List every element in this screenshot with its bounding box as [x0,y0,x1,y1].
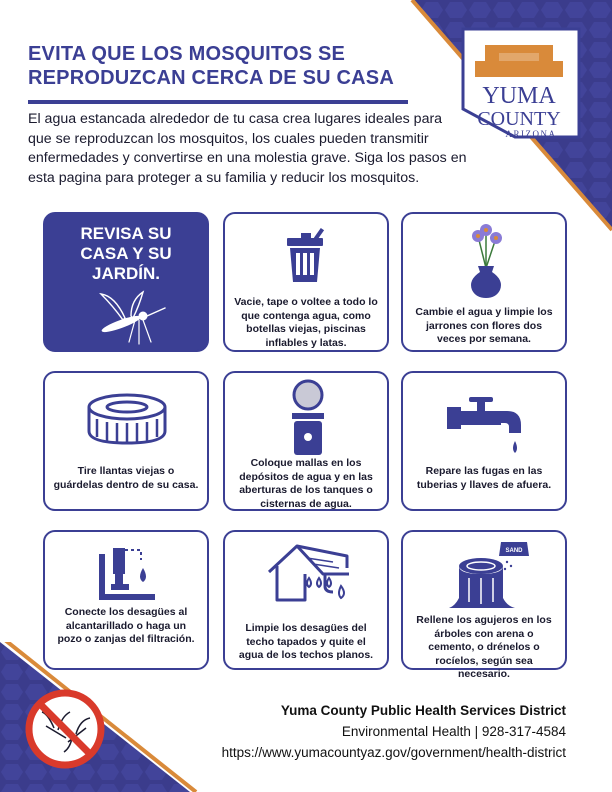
svg-text:COUNTY: COUNTY [477,108,561,130]
footer-contact [222,700,566,763]
tip-card-vase [401,212,567,352]
yuma-county-logo [455,25,583,153]
water-tank-icon [283,379,333,459]
svg-text:ARIZONA: ARIZONA [505,129,557,139]
tip-card-tire [43,371,209,511]
title-line-2: REPRODUZCAN CERCA DE SU CASA [28,67,394,89]
tip-card-drain [43,530,209,670]
tip-caption: Tire llantas viejas o guárdelas dentro de su casa. [53,465,199,491]
title-divider [28,100,408,104]
mosquito-icon [91,290,171,350]
sand-bag-icon [499,542,529,570]
feature-card [43,212,209,352]
feature-title-line-1: REVISA SU [80,224,172,243]
tree-stump-icon [445,536,535,612]
footer-department: Environmental Health | 928-317-4584 [341,724,566,739]
tip-caption: Vacie, tape o voltee a todo lo que contenga agua, como botellas viejas, piscinas inflables y latas. [234,296,378,349]
house-gutter-icon [263,538,353,610]
tire-icon [85,389,169,449]
tip-card-faucet [401,371,567,511]
tip-caption: Repare las fugas en las tuberias y llaves de afuera. [416,465,552,491]
svg-text:YUMA: YUMA [482,83,556,109]
footer-org: Yuma County Public Health Services District [280,703,566,718]
tip-caption: Cambie el agua y limpie los jarrones con flores dos veces por semana. [415,306,553,345]
trash-can-icon [277,226,337,286]
svg-text:SAND: SAND [505,548,523,554]
intro-paragraph: El agua estancada alrededor de tu casa crea lugares ideales para que se reproduzcan los mosquitos, los cuales pueden transmitir enfermedades y convertirse en una molestia grave. Siga los pasos en esta pagina para proteger a su familia y reducir los mosquitos. [28,111,467,186]
page-title [28,42,418,90]
title-line-1: EVITA QUE LOS MOSQUITOS SE [28,43,346,65]
tip-caption: Rellene los agujeros en los árboles con arena o cemento, o drénelos o rocíelos, según sea necesario. [416,614,552,680]
tip-caption: Conecte los desagües al alcantarillado o haga un pozo o zanjas del filtración. [57,606,195,645]
tip-card-trash [223,212,389,352]
feature-title-line-3: JARDÍN. [91,264,160,283]
faucet-icon [441,389,531,459]
tip-caption: Limpie los desagües del techo tapados y quite el agua de los techos planos. [238,622,374,661]
tip-card-stump [401,530,567,680]
no-mosquito-icon [24,688,106,770]
tip-caption: Coloque mallas en los depósitos de agua y en las aberturas de los tanques o cisternas de agua. [239,457,373,510]
feature-title [45,224,207,284]
flower-vase-icon [456,220,516,300]
feature-title-line-2: CASA Y SU [80,244,172,263]
footer-url[interactable]: https://www.yumacountyaz.gov/government/health-district [221,745,566,760]
drain-pipe-icon [93,540,163,606]
tip-card-gutter [223,530,389,670]
tip-card-tank [223,371,389,511]
